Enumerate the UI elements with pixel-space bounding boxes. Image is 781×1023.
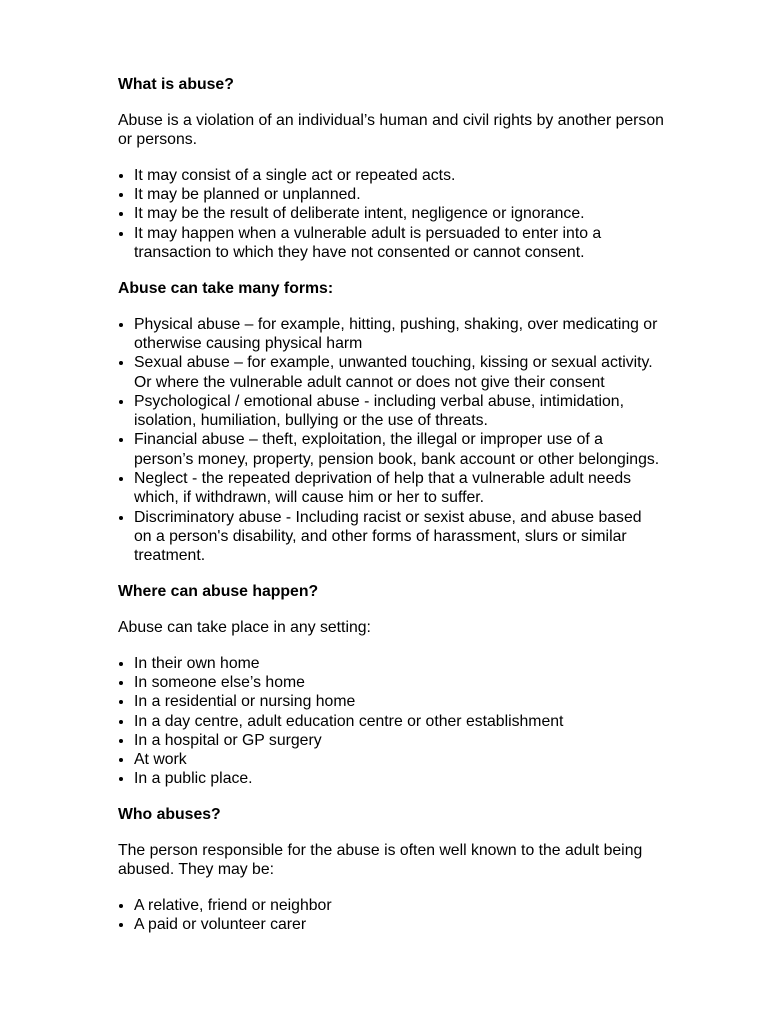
section-abuse-forms	[118, 279, 666, 566]
bullet-list	[118, 896, 666, 935]
list-item: • It may happen when a vulnerable adult is persuaded to enter into a transaction to which they have not consented or cannot consent.	[134, 224, 663, 263]
section-heading: What is abuse?	[118, 76, 234, 93]
list-item: • In someone else’s home	[134, 673, 663, 692]
list-item: • Discriminatory abuse - Including racist or sexist abuse, and abuse based on a person's disability, and other forms of harassment, slurs or similar treatment.	[134, 508, 663, 566]
bullet-list	[118, 166, 666, 262]
list-item: • In a public place.	[134, 769, 663, 788]
list-item: • A paid or volunteer carer	[134, 915, 663, 934]
list-item: • A relative, friend or neighbor	[134, 896, 663, 915]
list-item: • At work	[134, 750, 663, 769]
list-item: • It may be planned or unplanned.	[134, 185, 663, 204]
section-heading: Who abuses?	[118, 806, 221, 824]
bullet-list	[118, 315, 666, 566]
document-content	[118, 75, 666, 951]
list-item: • It may consist of a single act or repeated acts.	[134, 166, 663, 185]
bullet-list	[118, 654, 666, 789]
section-where-can-abuse-happen	[118, 582, 666, 789]
list-item: • Neglect - the repeated deprivation of help that a vulnerable adult needs which, if withdrawn, will cause him or her to suffer.	[134, 469, 663, 508]
list-item: • Physical abuse – for example, hitting, pushing, shaking, over medicating or otherwise causing physical harm	[134, 315, 663, 354]
paragraph: The person responsible for the abuse is often well known to the adult being abused. They may be:	[118, 842, 643, 879]
section-heading: Abuse can take many forms:	[118, 279, 334, 297]
list-item: • In a day centre, adult education centre or other establishment	[134, 712, 663, 731]
section-heading: Where can abuse happen?	[118, 583, 319, 601]
list-item: • In their own home	[134, 654, 663, 673]
list-item: • In a hospital or GP surgery	[134, 731, 663, 750]
paragraph: Abuse can take place in any setting:	[118, 618, 371, 636]
list-item: • In a residential or nursing home	[134, 692, 663, 711]
list-item: • It may be the result of deliberate intent, negligence or ignorance.	[134, 204, 663, 223]
section-what-is-abuse	[118, 75, 666, 262]
section-who-abuses	[118, 805, 666, 934]
list-item: • Psychological / emotional abuse - including verbal abuse, intimidation, isolation, humiliation, bullying or the use of threats.	[134, 392, 663, 431]
list-item: • Sexual abuse – for example, unwanted touching, kissing or sexual activity. Or where the vulnerable adult cannot or does not give their consent	[134, 353, 663, 392]
list-item: • Financial abuse – theft, exploitation, the illegal or improper use of a person’s money, property, pension book, bank account or other belongings.	[134, 430, 663, 469]
paragraph: Abuse is a violation of an individual’s human and civil rights by another person or persons.	[118, 111, 664, 149]
